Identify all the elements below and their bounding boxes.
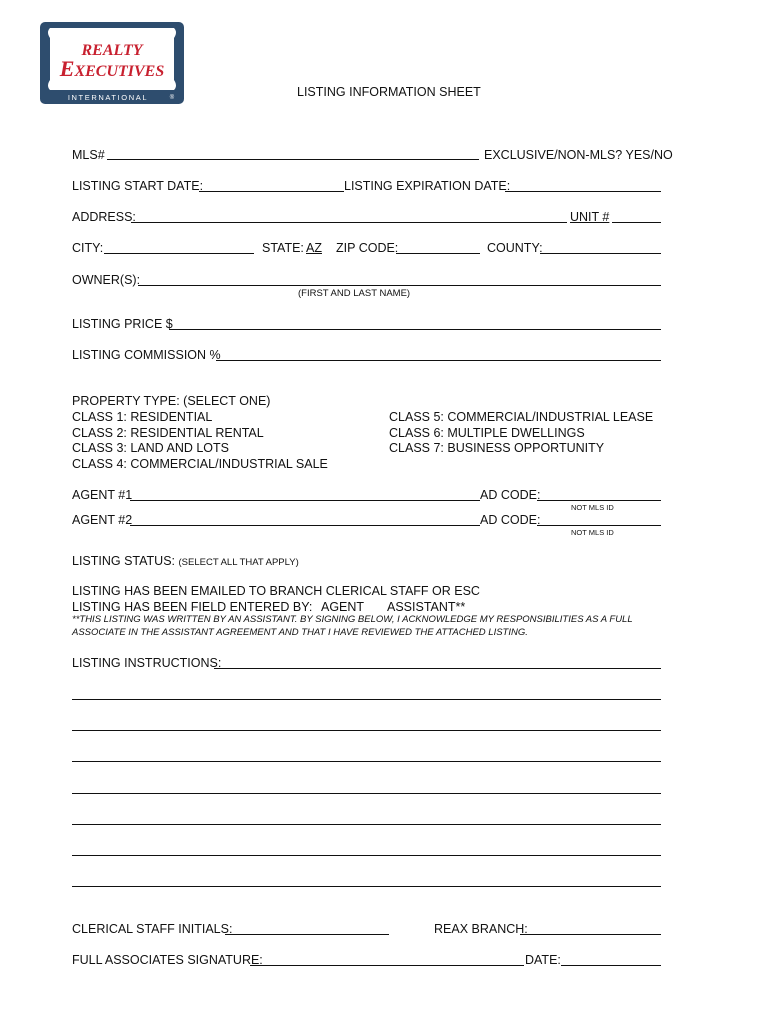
county-field[interactable]	[540, 253, 661, 254]
zip-label: ZIP CODE:	[336, 241, 399, 255]
unit-field[interactable]	[612, 222, 661, 223]
owners-field[interactable]	[138, 285, 661, 286]
realty-executives-logo	[40, 22, 184, 104]
exclusive-label: EXCLUSIVE/NON-MLS? YES/NO	[484, 148, 673, 162]
instructions-line[interactable]	[72, 886, 661, 887]
instructions-line[interactable]	[72, 824, 661, 825]
agent-1-not-mls-id: NOT MLS ID	[571, 503, 614, 512]
owners-label: OWNER(S):	[72, 273, 141, 287]
city-label: CITY:	[72, 241, 104, 255]
city-field[interactable]	[104, 253, 254, 254]
price-field[interactable]	[169, 329, 661, 330]
listing-status-text: LISTING STATUS:	[72, 554, 176, 568]
commission-label: LISTING COMMISSION %	[72, 348, 221, 362]
start-date-field[interactable]	[199, 191, 344, 192]
date-label: DATE:	[525, 953, 561, 967]
property-class-5[interactable]: CLASS 5: COMMERCIAL/INDUSTRIAL LEASE	[389, 410, 654, 424]
logo-line-e: E	[59, 56, 75, 81]
clerical-initials-field[interactable]	[225, 934, 389, 935]
page-title: LISTING INFORMATION SHEET	[297, 85, 481, 99]
property-class-6[interactable]: CLASS 6: MULTIPLE DWELLINGS	[389, 426, 585, 440]
mls-label: MLS#	[72, 148, 105, 162]
clerical-initials-label: CLERICAL STAFF INITIALS:	[72, 922, 233, 936]
date-field[interactable]	[561, 965, 661, 966]
state-value: AZ	[306, 241, 322, 255]
property-type-heading: PROPERTY TYPE: (SELECT ONE)	[72, 394, 271, 408]
instructions-line[interactable]	[72, 855, 661, 856]
property-class-3[interactable]: CLASS 3: LAND AND LOTS	[72, 441, 230, 455]
county-label: COUNTY:	[487, 241, 543, 255]
instructions-line[interactable]	[72, 761, 661, 762]
logo-line-xecutives: XECUTIVES	[74, 63, 165, 80]
logo-line-international: INTERNATIONAL	[67, 93, 149, 102]
state-label: STATE:	[262, 241, 304, 255]
unit-label: UNIT #	[570, 210, 610, 224]
start-date-label: LISTING START DATE:	[72, 179, 204, 193]
status-field-entered: LISTING HAS BEEN FIELD ENTERED BY:	[72, 600, 313, 614]
mls-field[interactable]	[107, 159, 479, 160]
status-assistant-option[interactable]: ASSISTANT**	[387, 600, 466, 614]
property-class-7[interactable]: CLASS 7: BUSINESS OPPORTUNITY	[389, 441, 605, 455]
agent-2-label: AGENT #2	[72, 513, 133, 527]
reax-branch-field[interactable]	[520, 934, 661, 935]
agent-2-ad-code-field[interactable]	[537, 525, 661, 526]
listing-status-label	[72, 555, 299, 568]
listing-status-hint: (SELECT ALL THAT APPLY)	[178, 557, 299, 568]
instructions-line[interactable]	[72, 730, 661, 731]
expiration-date-field[interactable]	[505, 191, 661, 192]
address-label: ADDRESS:	[72, 210, 136, 224]
assistant-note-line-2: ASSOCIATE IN THE ASSISTANT AGREEMENT AND THAT I HAVE REVIEWED THE ATTACHED LISTING.	[72, 627, 528, 638]
instructions-field[interactable]	[214, 668, 661, 669]
agent-2-field[interactable]	[130, 525, 480, 526]
agent-2-not-mls-id: NOT MLS ID	[571, 528, 614, 537]
property-class-4[interactable]: CLASS 4: COMMERCIAL/INDUSTRIAL SALE	[72, 457, 328, 471]
zip-field[interactable]	[396, 253, 480, 254]
logo-line-realty: REALTY	[81, 42, 143, 59]
status-agent-option[interactable]: AGENT	[321, 600, 365, 614]
instructions-line[interactable]	[72, 699, 661, 700]
property-class-1[interactable]: CLASS 1: RESIDENTIAL	[72, 410, 213, 424]
commission-field[interactable]	[216, 360, 661, 361]
agent-1-ad-code-label: AD CODE:	[480, 488, 541, 502]
logo-registered-mark: ®	[169, 95, 175, 101]
price-label: LISTING PRICE $	[72, 317, 173, 331]
status-emailed[interactable]: LISTING HAS BEEN EMAILED TO BRANCH CLERICAL STAFF OR ESC	[72, 584, 480, 598]
agent-1-field[interactable]	[130, 500, 480, 501]
signature-label: FULL ASSOCIATES SIGNATURE:	[72, 953, 263, 967]
agent-1-ad-code-field[interactable]	[537, 500, 661, 501]
signature-field[interactable]	[250, 965, 524, 966]
owners-hint: (FIRST AND LAST NAME)	[298, 288, 411, 299]
instructions-label: LISTING INSTRUCTIONS:	[72, 656, 222, 670]
instructions-line[interactable]	[72, 793, 661, 794]
agent-1-label: AGENT #1	[72, 488, 133, 502]
agent-2-ad-code-label: AD CODE:	[480, 513, 541, 527]
address-field[interactable]	[131, 222, 567, 223]
property-class-2[interactable]: CLASS 2: RESIDENTIAL RENTAL	[72, 426, 264, 440]
reax-branch-label: REAX BRANCH:	[434, 922, 528, 936]
expiration-date-label: LISTING EXPIRATION DATE:	[344, 179, 511, 193]
assistant-note-line-1: **THIS LISTING WAS WRITTEN BY AN ASSISTANT. BY SIGNING BELOW, I ACKNOWLEDGE MY RESPONSIBILITIES AS A FULL	[72, 614, 633, 625]
